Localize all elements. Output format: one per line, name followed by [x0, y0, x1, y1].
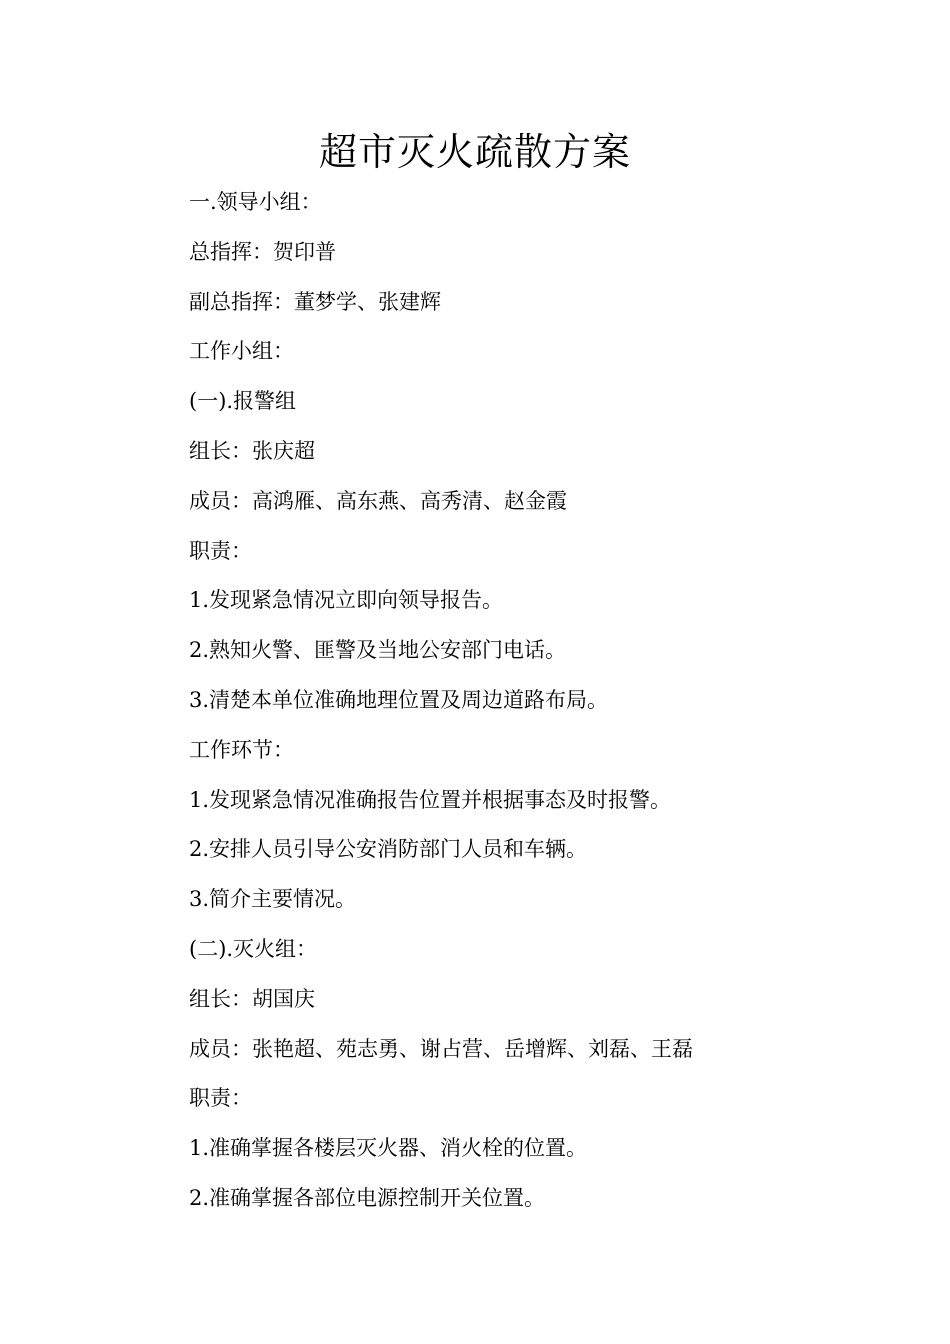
- text-line: 组长：胡国庆: [189, 986, 315, 1011]
- text-line: 3.清楚本单位准确地理位置及周边道路布局。: [189, 687, 609, 712]
- text-line: 一.领导小组：: [189, 190, 322, 214]
- text-line: 工作小组：: [189, 339, 294, 364]
- text-line: 2.熟知火警、匪警及当地公安部门电话。: [189, 638, 567, 663]
- text-line: 工作环节：: [189, 737, 294, 762]
- text-line: 1.准确掌握各楼层灭火器、消火栓的位置。: [189, 1136, 588, 1161]
- text-line: 职责：: [189, 1086, 252, 1111]
- text-line: 成员：张艳超、苑志勇、谢占营、岳增辉、刘磊、王磊: [189, 1036, 693, 1061]
- document-title: 超市灭火疏散方案: [318, 130, 631, 174]
- text-line: 2.安排人员引导公安消防部门人员和车辆。: [189, 837, 588, 862]
- text-line: (二).灭火组：: [189, 936, 318, 961]
- text-line: 组长：张庆超: [189, 438, 315, 463]
- text-line: 1.发现紧急情况准确报告位置并根据事态及时报警。: [189, 787, 672, 812]
- text-line: (一).报警组: [189, 389, 297, 414]
- text-line: 2.准确掌握各部位电源控制开关位置。: [189, 1185, 546, 1210]
- text-line: 成员：高鸿雁、高东燕、高秀清、赵金霞: [189, 488, 567, 513]
- text-line: 总指挥：贺印普: [189, 239, 336, 264]
- text-line: 副总指挥：董梦学、张建辉: [189, 289, 441, 314]
- document-body: [189, 181, 889, 1227]
- text-line: 1.发现紧急情况立即向领导报告。: [189, 588, 504, 613]
- text-line: 职责：: [189, 538, 252, 563]
- text-line: 3.简介主要情况。: [189, 887, 357, 912]
